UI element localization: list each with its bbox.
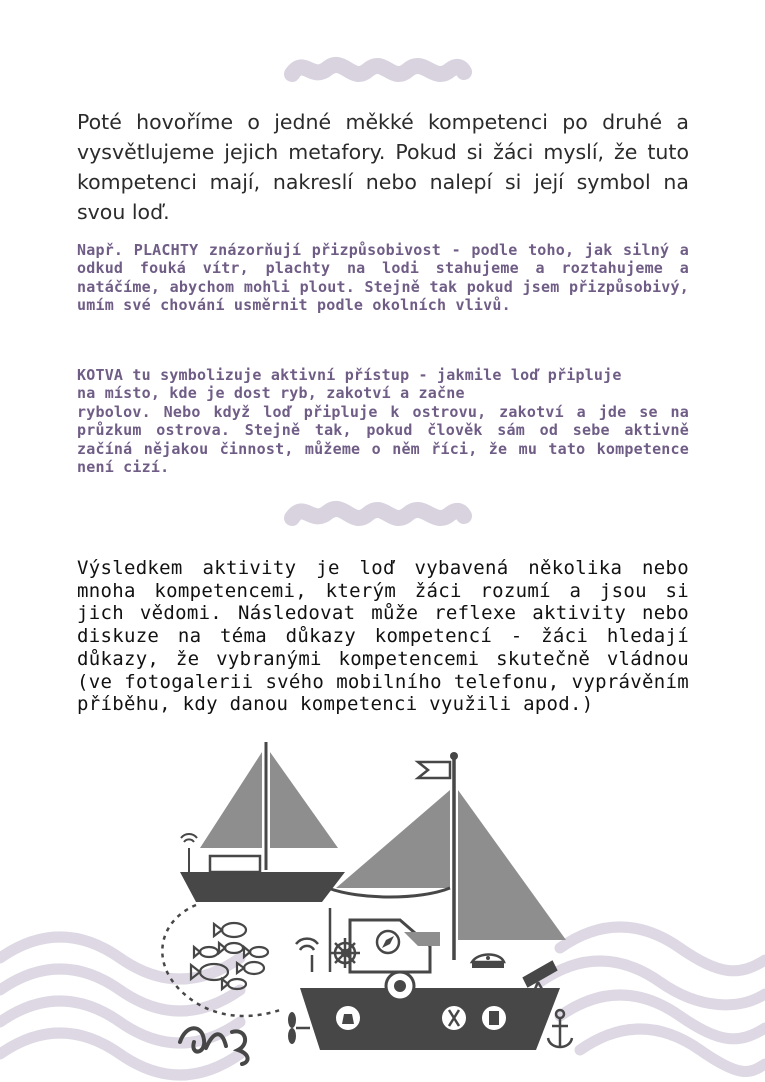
wifi-icon [296, 939, 318, 972]
sails-example-paragraph: Např. PLACHTY znázorňují přizpůsobivost - podle toho, jak silný a odkud fouká vítr, plachty na lodi stahujeme a roztahujeme a natáčíme, abychom mohli plout. Stejně tak pokud jsem přizpůsobivý, umím své chování usměrnit podle okolních vlivů. [77, 241, 689, 315]
anchor-example-paragraph [77, 366, 689, 476]
kettlebell-icon [336, 1006, 360, 1030]
tools-icon [442, 1006, 466, 1030]
compass-icon [377, 931, 399, 953]
propeller-icon [288, 1012, 310, 1044]
sailboat [180, 742, 345, 902]
intro-paragraph: Poté hovoříme o jedné měkké kompetenci po druhé a vysvětlujeme jejich metafory. Pokud si žáci myslí, že tuto kompetenci mají, nakreslí nebo nalepí si její symbol na svou loď. [77, 110, 689, 224]
flag-icon [418, 752, 458, 778]
anchor-example-line1: KOTVA tu symbolizuje aktivní přístup - jakmile loď připluje na místo, kde je dost ryb, zakotví a začne [77, 366, 622, 403]
squiggle-divider-top [282, 52, 472, 92]
captain-hat-icon [472, 955, 504, 969]
ships-illustration [0, 730, 765, 1082]
outcome-paragraph: Výsledkem aktivity je loď vybavená několika nebo mnoha kompetencemi, kterým žáci rozumí a jsou si jich vědomi. Následovat může reflexe aktivity nebo diskuze na téma důkazy kompetencí - žáci hledají důkazy, že vybranými kompetencemi skutečně vládnou (ve fotogalerii svého mobilního telefonu, vyprávěním příběhu, kdy danou kompetenci využili apod.) [77, 557, 689, 716]
anchor-example-line2: rybolov. Nebo když loď připluje k ostrovu, zakotví a jde se na průzkum ostrova. Stejně tak, pokud člověk sám od sebe aktivně začíná nějakou činnost, můžeme o něm říci, že mu tato kompetence není cizí. [77, 402, 689, 477]
book-icon [482, 1006, 506, 1030]
squiggle-divider-middle [282, 496, 472, 536]
lifebuoy-icon [386, 972, 414, 1000]
ship [288, 752, 572, 1050]
ship-wheel-icon [330, 938, 360, 968]
wifi-icon [181, 834, 197, 842]
